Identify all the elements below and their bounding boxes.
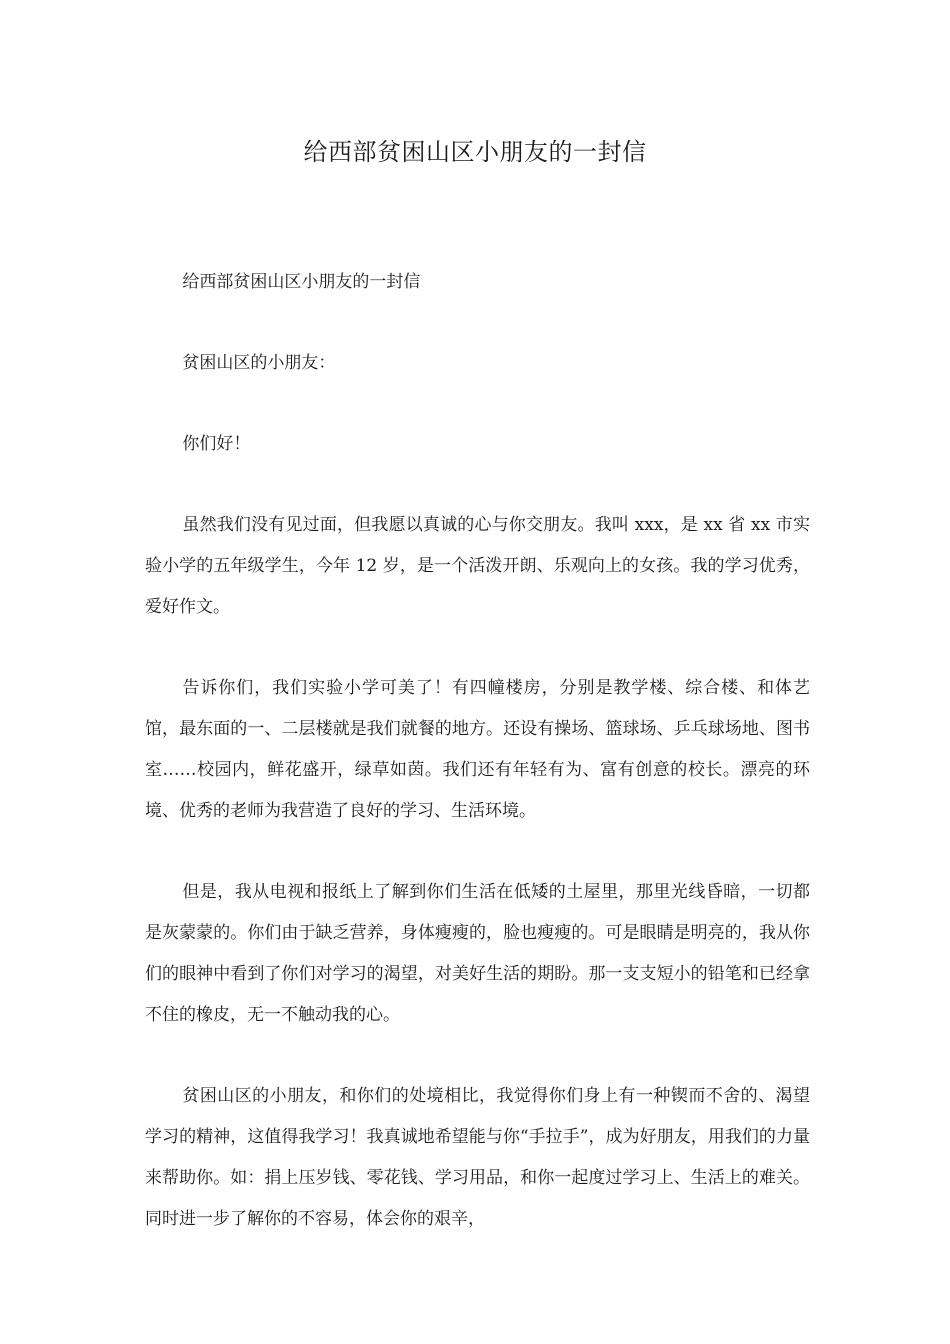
paragraph-greeting: 你们好！	[182, 434, 251, 454]
paragraph-heading: 给西部贫困山区小朋友的一封信	[182, 272, 421, 292]
paragraph-school-description: 告诉你们，我们实验小学可美了！有四幢楼房，分别是教学楼、综合楼、和体艺馆，最东面的一、二层楼就是我们就餐的地方。还设有操场、篮球场、乒乓球场地、图书室……校园内，鲜花盛开，绿草如茵。我们还有年轻有为、富有创意的校长。漂亮的环境、优秀的老师为我营造了良好的学习、生活环境。	[145, 678, 810, 821]
document-title: 给西部贫困山区小朋友的一封信	[303, 138, 647, 166]
paragraph-introduction: 虽然我们没有见过面，但我愿以真诚的心与你交朋友。我叫 xxx，是 xx 省 xx 市实验小学的五年级学生，今年 12 岁，是一个活泼开朗、乐观向上的女孩。我的学习优秀，爱好作文。	[145, 515, 810, 617]
paragraph-friendship: 贫困山区的小朋友，和你们的处境相比，我觉得你们身上有一种锲而不舍的、渴望学习的精神，这值得我学习！我真诚地希望能与你“手拉手”，成为好朋友，用我们的力量来帮助你。如：捐上压岁钱、零花钱、学习用品，和你一起度过学习上、生活上的难关。同时进一步了解你的不容易，体会你的艰辛，	[145, 1086, 810, 1229]
paragraph-mountain-life: 但是，我从电视和报纸上了解到你们生活在低矮的土屋里，那里光线昏暗，一切都是灰蒙蒙的。你们由于缺乏营养，身体瘦瘦的，脸也瘦瘦的。可是眼睛是明亮的，我从你们的眼神中看到了你们对学习的渴望，对美好生活的期盼。那一支支短小的铅笔和已经拿不住的橡皮，无一不触动我的心。	[145, 882, 810, 1025]
paragraph-salutation: 贫困山区的小朋友：	[182, 353, 336, 373]
document-body	[145, 262, 810, 1240]
